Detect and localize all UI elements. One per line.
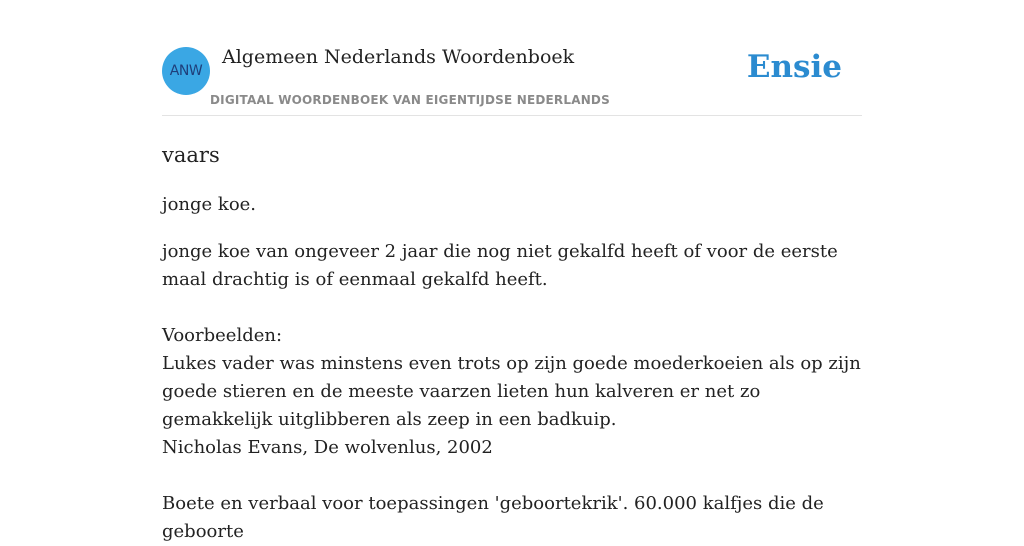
site-subtitle: DIGITAAL WOORDENBOEK VAN EIGENTIJDSE NEDERLANDS — [210, 93, 610, 107]
site-header — [162, 0, 862, 116]
logo-text: ANW — [169, 63, 203, 79]
examples-label: Voorbeelden: — [162, 325, 283, 346]
spacer — [162, 294, 862, 322]
headword: vaars — [162, 143, 220, 167]
example-text: Lukes vader was minstens even trots op zijn goede moederkoeien als op zijn goede stieren en de meeste vaarzen lieten hun kalveren er net zo gemakkelijk uitglibberen als zeep in een badkuip. — [162, 353, 861, 430]
short-definition: jonge koe. — [162, 194, 257, 215]
site-title[interactable]: Algemeen Nederlands Woordenboek — [222, 46, 575, 68]
spacer — [162, 462, 862, 490]
entry-content — [162, 140, 862, 546]
example-source: Nicholas Evans, De wolvenlus, 2002 — [162, 437, 493, 458]
anw-logo[interactable] — [162, 47, 210, 95]
long-definition: jonge koe van ongeveer 2 jaar die nog niet gekalfd heeft of voor de eerste maal drachtig is of eenmaal gekalfd heeft. — [162, 241, 838, 290]
example-text: Boete en verbaal voor toepassingen 'geboortekrik'. 60.000 kalfjes die de geboorte — [162, 493, 824, 542]
ensie-logo[interactable]: Ensie — [746, 49, 842, 85]
